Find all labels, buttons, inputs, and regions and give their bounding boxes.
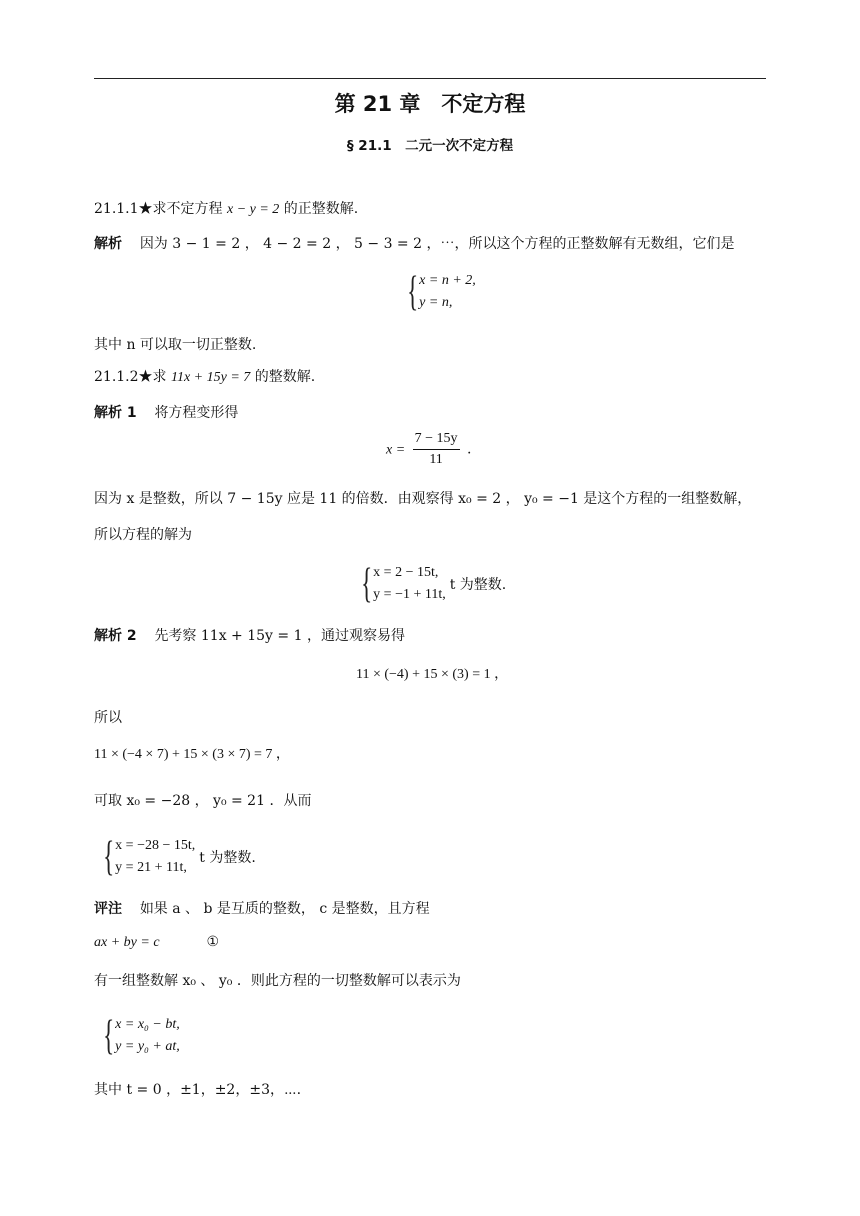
brace-icon: { <box>361 561 373 607</box>
brace-icon: { <box>103 834 115 880</box>
equation-marker: ① <box>206 934 220 950</box>
equation: ax + by = c <box>94 935 160 950</box>
system-row: y = n, <box>419 295 453 310</box>
problem-number: 21.1.2 <box>94 369 139 385</box>
brace-icon: { <box>407 269 419 315</box>
note-line: 其中 n 可以取一切正整数. <box>94 337 257 353</box>
solution-line: 解析 因为 3 − 1 = 2 ， 4 − 2 = 2 ， 5 − 3 = 2 ，⋯，所以这个方程的正整数解有无数组，它们是 <box>94 236 735 252</box>
so-line: 所以 <box>94 710 122 726</box>
equation-system-3 <box>94 835 256 879</box>
solution-1-line: 解析 1 将方程变形得 <box>94 405 239 421</box>
observed-equation: 11 × (−4) + 15 × (3) = 1 ， <box>356 667 509 682</box>
numerator: 7 − 15y <box>413 430 460 450</box>
conclusion-line: 所以方程的解为 <box>94 527 192 543</box>
chapter-title: 第 21 章 不定方程 <box>334 92 526 116</box>
system-row: y = y₀ + at, <box>115 1039 180 1054</box>
problem-number: 21.1.1 <box>94 201 139 217</box>
brace-icon: { <box>103 1013 115 1059</box>
solution-1-label: 解析 1 <box>94 405 137 421</box>
system-row: x = 2 − 15t, <box>373 565 439 580</box>
final-line: 其中 t = 0 ，±1，±2，±3，⋯. <box>94 1082 302 1098</box>
multiplied-equation: 11 × (−4 × 7) + 15 × (3 × 7) = 7 ， <box>94 747 290 762</box>
remark-text-line: 有一组整数解 x₀ 、 y₀ ．则此方程的一切整数解可以表示为 <box>94 973 461 989</box>
star-icon: ★ <box>138 369 153 385</box>
solution-label: 解析 <box>94 236 122 252</box>
section-title: § 21.1 二元一次不定方程 <box>346 138 514 154</box>
system-row: x = n + 2, <box>419 273 476 288</box>
equation-system-2 <box>352 562 506 606</box>
star-icon: ★ <box>138 201 153 217</box>
problem-21-1-2-statement: 21.1.2★求 11x + 15y = 7 的整数解. <box>94 369 316 385</box>
equation-system-1 <box>398 270 476 314</box>
system-row: x = −28 − 15t, <box>115 838 196 853</box>
observation-line: 因为 x 是整数，所以 7 − 15y 应是 11 的倍数．由观察得 x₀ = 2 ， y₀ = −1 是这个方程的一组整数解， <box>94 491 752 507</box>
remark-equation-line <box>94 932 219 953</box>
system-condition: t 为整数. <box>449 577 507 593</box>
remark-label: 评注 <box>94 901 122 917</box>
choose-line: 可取 x₀ = −28 ， y₀ = 21 ．从而 <box>94 793 312 809</box>
system-row: x = x₀ − bt, <box>115 1017 180 1032</box>
system-row: y = −1 + 11t, <box>373 587 446 602</box>
header-rule <box>94 78 766 79</box>
fraction <box>413 430 460 469</box>
system-row: y = 21 + 11t, <box>115 860 187 875</box>
system-condition: t 为整数. <box>199 850 256 866</box>
solution-2-label: 解析 2 <box>94 628 137 644</box>
remark-line: 评注 如果 a 、 b 是互质的整数， c 是整数，且方程 <box>94 901 430 917</box>
equation-system-4 <box>94 1014 180 1058</box>
fraction-equation: x = $\frac{7 - 15y}{11}$ . <box>386 431 472 467</box>
denominator: 11 <box>429 452 443 467</box>
solution-2-line: 解析 2 先考察 11x + 15y = 1 ，通过观察易得 <box>94 628 405 644</box>
equation: x − y = 2 <box>226 202 280 217</box>
equation: 11x + 15y = 7 <box>170 370 251 385</box>
problem-21-1-1-statement: 21.1.1★求不定方程 x − y = 2 的正整数解. <box>94 201 359 217</box>
